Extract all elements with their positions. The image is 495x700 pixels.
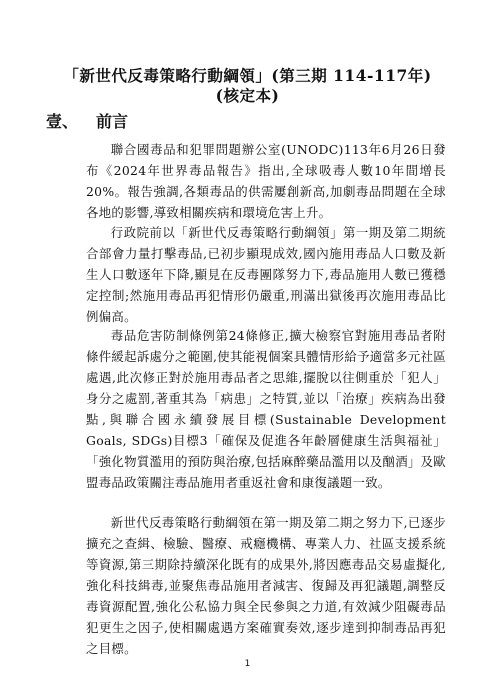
page-number: 1 bbox=[244, 659, 251, 669]
section-number: 壹、 bbox=[46, 112, 79, 131]
paragraph-4: 新世代反毒策略行動綱領在第一期及第二期之努力下,已逐步擴充之查緝、檢驗、醫療、戒癮機構、專業人力、社區支援系統等資源,第三期除持續深化既有的成果外,將因應毒品交易虛擬化,強化科技緝毒,並聚焦毒品施用者減害、復歸及再犯議題,調整反毒資源配置,強化公私協力與全民參與之力道,有效減少阻礙毒品犯更生之因子,使相關處遇方案確實奏效,逐步達到抑制毒品再犯之目標。 bbox=[86, 515, 446, 656]
paragraph-2: 行政院前以「新世代反毒策略行動綱領」第一期及第二期統合部會力量打擊毒品,已初步顯現成效,國內施用毒品人口數及新生人口數逐年下降,顯見在反毒團隊努力下,毒品施用人數已獲穩定控制;然施用毒品再犯情形仍嚴重,刑滿出獄後再次施用毒品比例偏高。 bbox=[86, 225, 446, 324]
section-title: 前言 bbox=[96, 112, 129, 131]
document-subtitle: (核定本) bbox=[215, 86, 280, 105]
section-heading bbox=[46, 112, 128, 132]
paragraph-3: 毒品危害防制條例第24條修正,擴大檢察官對施用毒品者附條件緩起訴處分之範圍,使其能視個案具體情形給予適當多元社區處遇,此次修正對於施用毒品者之思維,擺脫以往側重於「犯人」身分之處罰,著重其為「病患」之特質,並以「治療」疾病為出發點,與聯合國永續發展目標(Sustainable Development Goals, SDGs)目標3「確保及促進各年齡層健康生活與福祉」「強化物質濫用的預防與治療,包括麻醉藥品濫用以及酗酒」及歐盟毒品政策關注毒品施用者重返社會和康復議題一致。 bbox=[86, 328, 446, 490]
paragraph-1: 聯合國毒品和犯罪問題辦公室(UNODC)113年6月26日發布《2024年世界毒品報告》指出,全球吸毒人數10年間增長20%。報告強調,各類毒品的供需屢創新高,加劇毒品問題在全球各地的影響,導致相關疾病和環境危害上升。 bbox=[86, 142, 446, 220]
document-title: 「新世代反毒策略行動綱領」(第三期 114-117年) bbox=[63, 66, 432, 85]
